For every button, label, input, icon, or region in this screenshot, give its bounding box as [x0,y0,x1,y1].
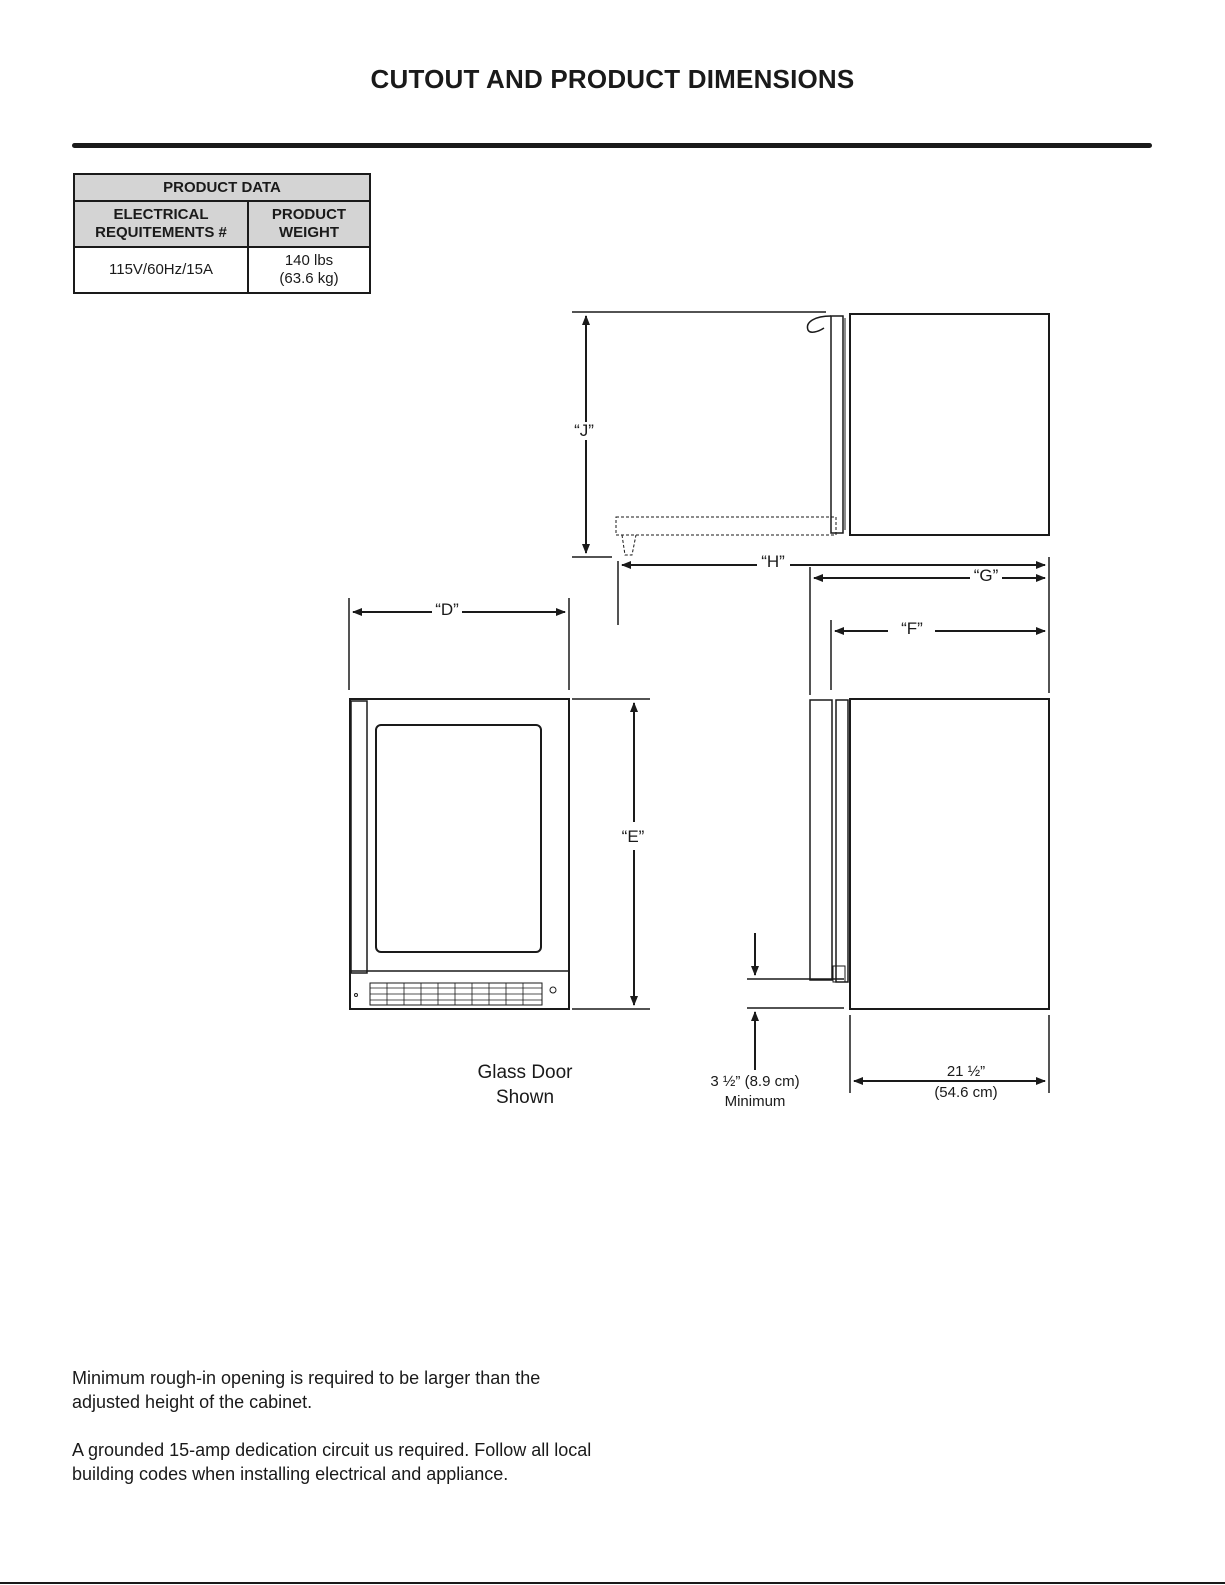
label-d: “D” [435,600,459,619]
note-electrical: A grounded 15-amp dedication circuit us required. Follow all local building codes when installing electrical and appliance. [72,1440,592,1484]
side-door-edge [836,700,848,982]
open-door-handle [622,535,636,555]
glass-door-panel [376,725,541,952]
side-view-door-closed [810,699,1049,1009]
caption-shown: Shown [495,1087,555,1108]
label-g: “G” [973,566,999,585]
dimension-d [349,598,569,690]
side-door-handle [810,700,832,980]
label-f: “F” [901,619,923,638]
note-rough-in: Minimum rough-in opening is required to be larger than the adjusted height of the cabinet. [72,1368,541,1412]
dimension-e [572,699,650,1009]
depth-label-cm: (54.6 cm) [934,1084,998,1101]
depth-label-in: 21 ½” [946,1063,986,1080]
front-view-cabinet [350,699,569,1009]
weight-lbs: 140 lbs [284,252,334,269]
label-h: “H” [761,552,785,571]
page-title: CUTOUT AND PRODUCT DIMENSIONS [370,64,855,94]
dimension-min-gap [747,933,844,1070]
weight-header: PRODUCT WEIGHT [248,201,370,247]
side-view-door-open [572,312,1049,557]
open-door-outline [616,517,836,535]
front-door-handle [351,701,367,973]
side-cabinet-outline [850,699,1049,1009]
label-e: “E” [621,827,645,846]
front-cabinet-outline [350,699,569,1009]
label-j: “J” [574,421,594,440]
cabinet-body-top [850,314,1049,535]
electrical-value: 115V/60Hz/15A [74,247,248,293]
min-gap-minimum: Minimum [724,1093,786,1110]
door-edge-top [831,316,843,533]
min-gap-label: 3 ½” (8.9 cm) [710,1073,800,1090]
product-data-title: PRODUCT DATA [74,174,370,201]
dimension-f [831,620,1045,690]
footer-divider [0,1582,1225,1584]
door-handle-top [807,316,831,332]
weight-kg: (63.6 kg) [279,270,339,287]
electrical-header: ELECTRICAL REQUITEMENTS # [74,201,248,247]
caption-glass-door: Glass Door [477,1062,573,1083]
dimension-depth [850,1015,1049,1093]
